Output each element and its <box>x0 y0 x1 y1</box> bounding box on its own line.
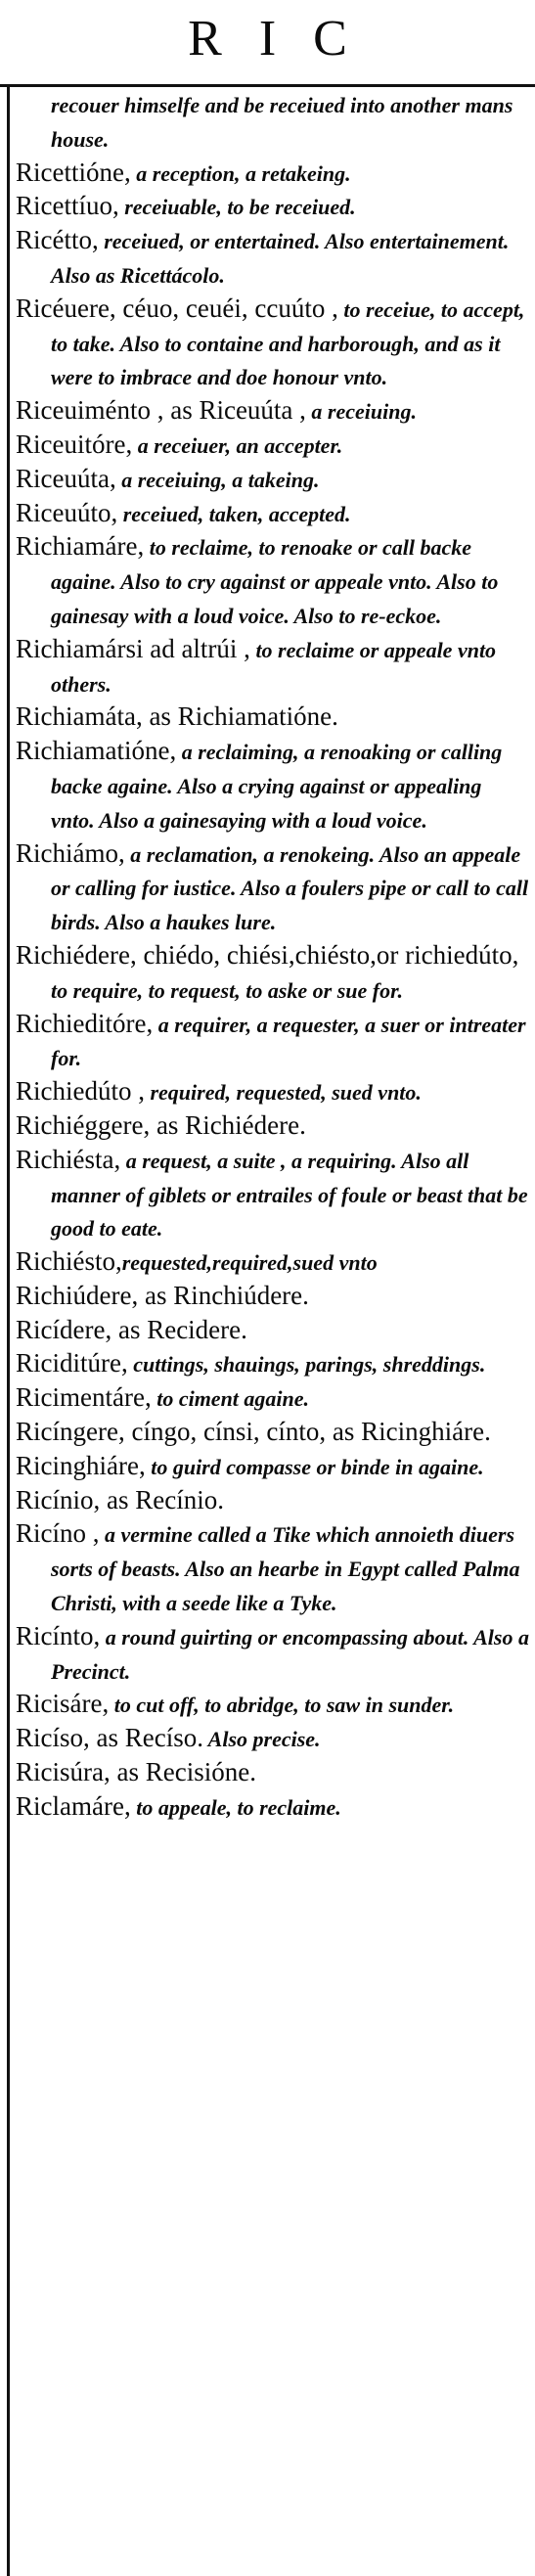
dictionary-entry <box>16 1280 529 1314</box>
dictionary-entry <box>16 1517 529 1619</box>
dictionary-entry <box>16 1347 529 1381</box>
entry-definition: to ciment againe. <box>151 1386 310 1412</box>
entry-definition: cuttings, shauings, parings, shreddings. <box>127 1352 486 1378</box>
dictionary-entry <box>16 1245 529 1280</box>
entry-headword: Ricéuere, céuo, ceuéi, ccuúto , <box>16 293 338 323</box>
entry-definition: Also precise. <box>202 1727 321 1752</box>
dictionary-entry <box>16 394 529 429</box>
dictionary-entry <box>16 224 529 293</box>
column-rule <box>7 86 10 2576</box>
entry-headword: Richiamáta, as Richiamatióne. <box>16 701 338 732</box>
entry-headword: Richiamársi ad altrúi , <box>16 633 250 663</box>
entry-headword: Riceuúta, <box>16 463 116 493</box>
dictionary-entry <box>16 1722 529 1756</box>
entry-headword: Richiúdere, as Rinchiúdere. <box>16 1280 309 1310</box>
entry-headword: Ricínto, <box>16 1620 101 1650</box>
entry-definition: receiued, taken, accepted. <box>117 501 351 526</box>
entry-headword: Richiamatióne, <box>16 736 177 766</box>
entry-headword: Riceuitóre, <box>16 429 133 459</box>
entry-headword: Richiésta, <box>16 1144 121 1174</box>
entry-definition: to appeale, to reclaime. <box>130 1794 341 1820</box>
entry-headword: Richiedúto , <box>16 1076 145 1107</box>
dictionary-entry <box>16 1416 529 1450</box>
dictionary-entry <box>16 1109 529 1144</box>
entry-definition: a receiuer, an accepter. <box>132 432 343 458</box>
entry-definition: to reclaime or appeale vnto others. <box>51 637 497 697</box>
entry-definition: required, requested, sued vnto. <box>144 1080 422 1106</box>
dictionary-entry <box>16 939 529 1008</box>
entry-definition: a reclamation, a renokeing. Also an appeale or calling for iustice. Also a foulers pipe or call to call birds. Also a haukes lure. <box>51 841 529 935</box>
entry-headword: Richiésto, <box>16 1246 122 1277</box>
dictionary-entry <box>16 1314 529 1348</box>
entry-headword: Riciditúre, <box>16 1348 128 1378</box>
entry-definition: a reclaiming, a renoaking or calling backe againe. Also a crying against or appealing vnto. Also a gainesaying with a loud voice. <box>51 740 503 833</box>
dictionary-entry <box>16 633 529 701</box>
dictionary-entry <box>16 1484 529 1518</box>
entry-definition: requested,required,sued vnto <box>121 1250 378 1276</box>
entry-definition: a request, a suite , a requiring. Also all manner of giblets or entrailes of foule or beast that be good to eate. <box>51 1148 528 1242</box>
dictionary-entry <box>16 88 529 157</box>
entry-headword: Ricíngere, cíngo, cínsi, cínto, as Ricinghiáre. <box>16 1417 491 1447</box>
entry-definition: to reclaime, to renoake or call backe againe. Also to cry against or appeale vnto. Also to gainesay with a loud voice. Also to re-eckoe. <box>51 535 499 628</box>
entry-definition: a receiuing. <box>305 399 417 425</box>
page-title: RIC <box>188 11 384 67</box>
entry-headword: Riclamáre, <box>16 1790 131 1821</box>
entry-definition: receiuable, to be receiued. <box>118 195 356 220</box>
dictionary-entry <box>16 1688 529 1722</box>
entry-headword: Ricíno , <box>16 1518 100 1549</box>
entry-headword: Ricettióne, <box>16 157 131 187</box>
entry-definition: a requirer, a requester, a suer or intreater for. <box>51 1012 526 1071</box>
entry-definition: to cut off, to abridge, to saw in sunder. <box>109 1693 455 1718</box>
entry-headword: Ricisúra, as Recisióne. <box>16 1757 256 1787</box>
entry-definition: to receiue, to accept, to take. Also to containe and harborough, and as it were to imbrace and doe honour vnto. <box>51 296 525 390</box>
entry-headword: Ricettíuo, <box>16 191 119 221</box>
entry-headword: Ricídere, as Recidere. <box>16 1314 247 1344</box>
dictionary-entry <box>16 837 529 939</box>
dictionary-entry <box>16 293 529 394</box>
entry-headword: Richiámo, <box>16 837 125 868</box>
entry-definition: a round guirting or encompassing about. Also a Precinct. <box>51 1624 529 1684</box>
entry-definition: recouer himselfe and be receiued into another mans house. <box>51 93 513 152</box>
entry-headword: Ricinghiáre, <box>16 1450 146 1480</box>
entry-headword: Richieditóre, <box>16 1008 154 1038</box>
entry-headword: Ricétto, <box>16 225 99 255</box>
entry-headword: Ricimentáre, <box>16 1382 152 1413</box>
entry-headword: Ricínio, as Recínio. <box>16 1484 224 1514</box>
dictionary-entry <box>16 157 529 191</box>
header-rule <box>0 84 535 87</box>
entry-headword: Richiamáre, <box>16 531 145 562</box>
entry-definition: a reception, a retakeing. <box>130 160 351 186</box>
dictionary-column <box>16 88 529 2569</box>
dictionary-entry <box>16 429 529 463</box>
dictionary-entry <box>16 463 529 497</box>
dictionary-entry <box>16 1144 529 1245</box>
dictionary-entry <box>16 530 529 632</box>
dictionary-entry <box>16 1381 529 1416</box>
entry-definition: receiued, or entertained. Also entertainement. Also as Ricettácolo. <box>51 229 510 288</box>
entry-headword: Riceuiménto , as Riceuúta , <box>16 395 306 426</box>
dictionary-entry <box>16 735 529 836</box>
entry-headword: Riceuúto, <box>16 497 118 527</box>
entry-definition: to require, to request, to aske or sue for. <box>51 977 403 1003</box>
entry-headword: Richiédere, chiédo, chiési,chiésto,or richiedúto, <box>16 939 519 970</box>
dictionary-entry <box>16 1756 529 1790</box>
entry-headword: Richiéggere, as Richiédere. <box>16 1109 306 1140</box>
dictionary-entry <box>16 1620 529 1689</box>
entry-headword: Ricisáre, <box>16 1689 110 1719</box>
dictionary-entry <box>16 1008 529 1076</box>
entry-definition: a receiuing, a takeing. <box>115 467 320 492</box>
entry-headword: Ricíso, as Recíso. <box>16 1723 203 1753</box>
dictionary-entry <box>16 190 529 224</box>
dictionary-entry <box>16 497 529 531</box>
dictionary-entry <box>16 1790 529 1825</box>
page-header <box>0 0 535 86</box>
dictionary-entry <box>16 1450 529 1484</box>
dictionary-entry <box>16 700 529 735</box>
entry-definition: to guird compasse or binde in againe. <box>145 1454 484 1479</box>
entry-definition: a vermine called a Tike which annoieth diuers sorts of beasts. Also an hearbe in Egypt called Palma Christi, with a seede like a Tyke. <box>51 1522 520 1616</box>
dictionary-entry <box>16 1075 529 1109</box>
